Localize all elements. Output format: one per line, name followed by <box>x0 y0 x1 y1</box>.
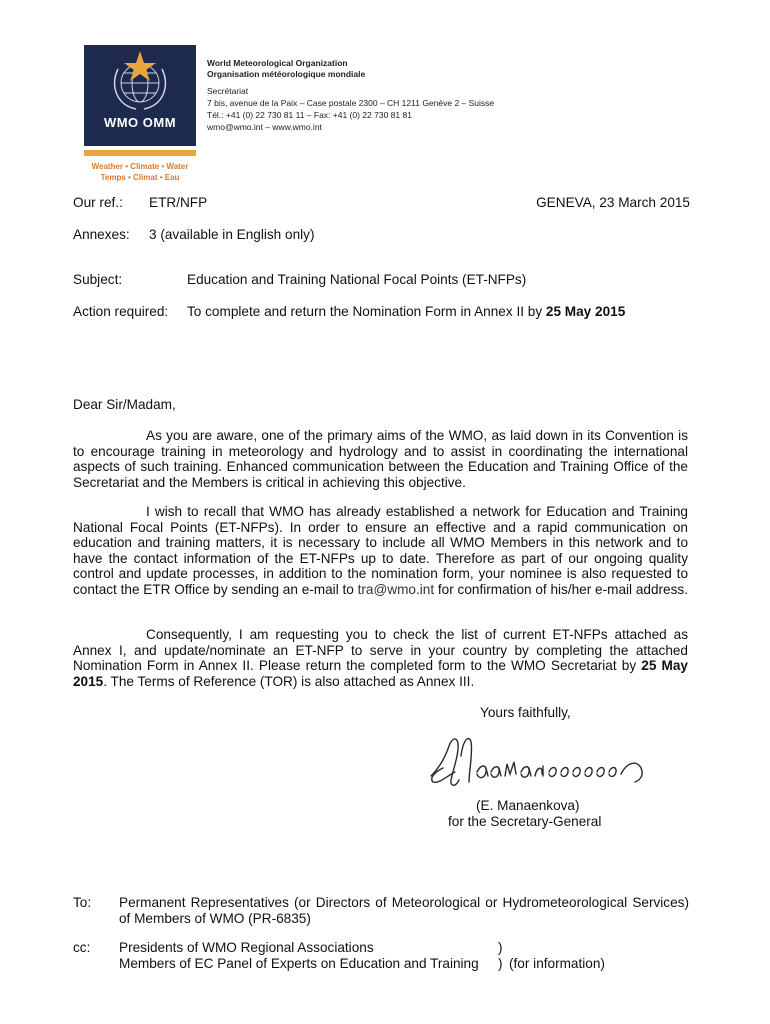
org-phone-fax: Tél.: +41 (0) 22 730 81 11 – Fax: +41 (0) 22 730 81 81 <box>207 110 412 120</box>
paragraph-2-end: for confirmation of his/her e-mail address. <box>434 581 688 597</box>
cc-brace-top: ) <box>498 940 503 955</box>
contact-email: tra@wmo.int <box>357 581 435 597</box>
paragraph-3 <box>73 627 688 689</box>
signatory-title: for the Secretary-General <box>448 814 602 829</box>
action-text: To complete and return the Nomination Form in Annex II by <box>187 304 546 319</box>
paragraph-1: As you are aware, one of the primary aims of the WMO, as laid down in its Convention is to encourage training in meteorology and hydrology and to assist in coordinating the international aspects of such training. Enhanced communication between the Education and Training Office of the Secretariat and the Members is critical in achieving this objective. <box>73 428 688 490</box>
cc-line-1: Presidents of WMO Regional Associations <box>119 940 374 955</box>
salutation: Dear Sir/Madam, <box>73 397 176 412</box>
paragraph-3-text: Consequently, I am requesting you to check the list of current ET-NFPs attached as Annex I, and update/nominate an ET-NFP to serve in your country by completing the attached Nomination Form in Annex II. Please return the completed form to the WMO Secretariat by <box>73 627 688 673</box>
paragraph-2 <box>73 504 688 597</box>
cc-label: cc: <box>73 940 91 955</box>
paragraph-3-end: . The Terms of Reference (TOR) is also attached as Annex III. <box>103 673 475 689</box>
to-recipients: Permanent Representatives (or Directors of Meteorological or Hydrometeorological Services) of Members of WMO (PR-6835) <box>119 895 689 926</box>
cc-line-2: Members of EC Panel of Experts on Education and Training <box>119 956 479 971</box>
subject-label: Subject: <box>73 272 123 287</box>
org-web: wmo@wmo.int – www.wmo.int <box>207 122 322 132</box>
paragraph-3-deadline: 25 May 2015 <box>73 658 688 689</box>
place-date: GENEVA, 23 March 2015 <box>536 195 690 210</box>
signature <box>425 728 660 796</box>
logo-wordmark: WMO OMM <box>103 115 177 130</box>
action-label: Action required: <box>73 304 169 319</box>
ref-label: Our ref.: <box>73 195 123 210</box>
logo-accent-bar <box>84 150 196 156</box>
secretariat-label: Secrétariat <box>207 86 249 96</box>
subject-value: Education and Training National Focal Points (ET-NFPs) <box>187 272 527 287</box>
ref-value: ETR/NFP <box>149 195 208 210</box>
tagline-fr: Temps • Climat • Eau <box>100 173 180 182</box>
annex-label: Annexes: <box>73 227 130 242</box>
cc-note: (for information) <box>509 956 605 971</box>
wmo-emblem-icon <box>84 45 196 146</box>
closing: Yours faithfully, <box>480 705 571 720</box>
wmo-logo <box>84 45 196 146</box>
annex-value: 3 (available in English only) <box>149 227 315 242</box>
signatory-name: (E. Manaenkova) <box>476 798 580 813</box>
paragraph-2-text: I wish to recall that WMO has already established a network for Education and Training National Focal Points (ET-NFPs). In order to ensure an effective and a rapid communication on education and training matters, it is necessary to include all WMO Members in this network and to have the contact information of the ET-NFPs up to date. Therefore as part of our ongoing quality control and update processes, in addition to the nomination form, your nominee is also requested to contact the ETR Office by sending an e-mail to <box>73 504 688 597</box>
tagline-en: Weather • Climate • Water <box>91 162 189 171</box>
org-address: 7 bis, avenue de la Paix – Case postale 2300 – CH 1211 Genève 2 – Suisse <box>207 98 495 108</box>
cc-brace-bottom: ) <box>498 956 503 971</box>
org-name-fr: Organisation météorologique mondiale <box>207 69 366 79</box>
to-label: To: <box>73 895 92 910</box>
org-name-en: World Meteorological Organization <box>207 58 348 68</box>
action-deadline: 25 May 2015 <box>545 304 626 319</box>
action-required <box>187 304 625 320</box>
